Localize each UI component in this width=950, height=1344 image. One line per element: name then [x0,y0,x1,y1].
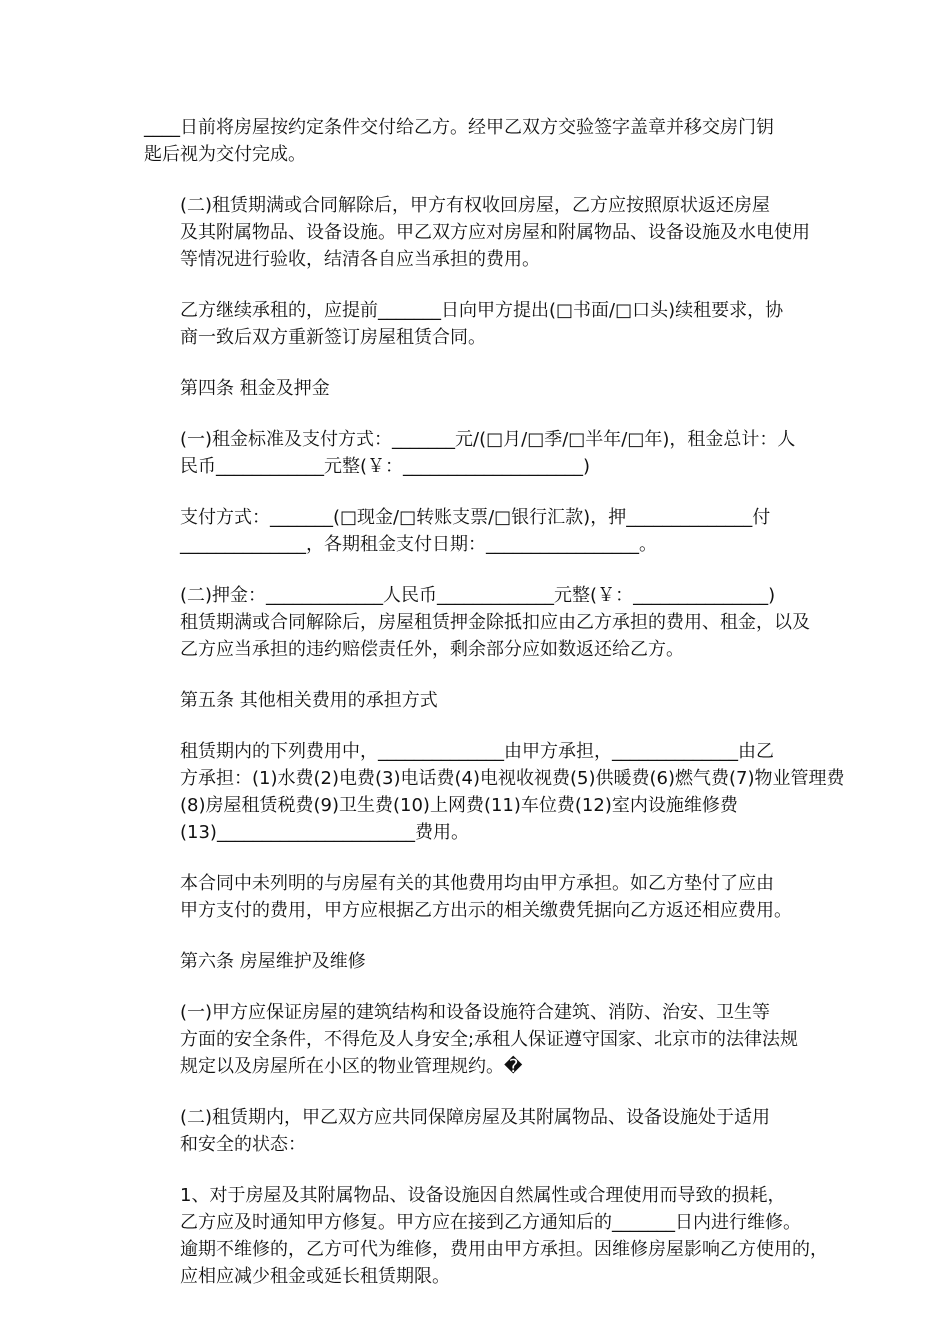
text-line: (二)租赁期内，甲乙双方应共同保障房屋及其附属物品、设备设施处于适用 [180,1107,771,1128]
text-line: (8)房屋租赁税费(9)卫生费(10)上网费(11)车位费(12)室内设施维修费 [180,795,738,816]
text-line: 及其附属物品、设备设施。甲乙双方应对房屋和附属物品、设备设施及水电使用 [180,222,810,243]
heading-text: 第五条 其他相关费用的承担方式 [180,690,438,711]
text-line: 1、对于房屋及其附属物品、设备设施因自然属性或合理使用而导致的损耗， [180,1185,786,1206]
article-4-heading [144,375,806,402]
article-6-heading [144,948,806,975]
text-line: 匙后视为交付完成。 [144,144,306,165]
paragraph-joint-maintenance [144,1104,806,1158]
paragraph-repair [144,1182,828,1290]
text-line: 商一致后双方重新签订房屋租赁合同。 [180,327,486,348]
heading-text: 第六条 房屋维护及维修 [180,951,366,972]
text-line: 方面的安全条件，不得危及人身安全;承租人保证遵守国家、北京市的法律法规 [180,1029,799,1050]
paragraph-rent-standard [144,426,806,480]
heading-text: 第四条 租金及押金 [180,378,330,399]
text-line: 甲方支付的费用，甲方应根据乙方出示的相关缴费凭据向乙方返还相应费用。 [180,900,792,921]
text-line: 乙方应当承担的违约赔偿责任外，剩余部分应如数返还给乙方。 [180,639,684,660]
paragraph-deposit [144,582,810,663]
text-line: 本合同中未列明的与房屋有关的其他费用均由甲方承担。如乙方垫付了应由 [180,873,774,894]
paragraph-renewal [144,297,806,351]
text-line: 逾期不维修的，乙方可代为维修，费用由甲方承担。因维修房屋影响乙方使用的， [180,1239,828,1260]
paragraph-payment-method [144,504,806,558]
text-line: 租赁期满或合同解除后，房屋租赁押金除抵扣应由乙方承担的费用、租金，以及 [180,612,810,633]
paragraph-handover [144,114,806,168]
text-line: ____日前将房屋按约定条件交付给乙方。经甲乙双方交验签字盖章并移交房门钥 [144,117,774,138]
text-line: (一)甲方应保证房屋的建筑结构和设备设施符合建筑、消防、治安、卫生等 [180,1002,771,1023]
paragraph-fee-list [144,738,845,846]
article-5-heading [144,687,806,714]
text-line: (二)押金：_____________人民币_____________元整(￥：_______________) [180,585,776,606]
text-line: 乙方继续承租的，应提前_______日向甲方提出(□书面/□口头)续租要求，协 [180,300,784,321]
text-line: 应相应减少租金或延长租赁期限。 [180,1266,450,1287]
text-line: 民币____________元整(￥：____________________) [180,456,591,477]
text-line: 租赁期内的下列费用中，______________由甲方承担，______________由乙 [180,741,774,762]
paragraph-return-house [144,192,810,273]
paragraph-other-fees [144,870,806,924]
text-line: ______________，各期租金支付日期：_________________。 [180,534,657,555]
text-line: (二)租赁期满或合同解除后，甲方有权收回房屋，乙方应按照原状返还房屋 [180,195,771,216]
text-line: 和安全的状态： [180,1134,306,1155]
text-line: (13)______________________费用。 [180,822,469,843]
text-line: (一)租金标准及支付方式：_______元/(□月/□季/□半年/□年)，租金总计：人 [180,429,796,450]
text-line: 支付方式：_______(□现金/□转账支票/□银行汇款)，押______________付 [180,507,771,528]
paragraph-safety [144,999,806,1080]
text-line: 乙方应及时通知甲方修复。甲方应在接到乙方通知后的_______日内进行维修。 [180,1212,801,1233]
text-line: 规定以及房屋所在小区的物业管理规约。� [180,1056,523,1077]
text-line: 等情况进行验收，结清各自应当承担的费用。 [180,249,540,270]
text-line: 方承担：(1)水费(2)电费(3)电话费(4)电视收视费(5)供暖费(6)燃气费(7)物业管理费 [180,768,845,789]
